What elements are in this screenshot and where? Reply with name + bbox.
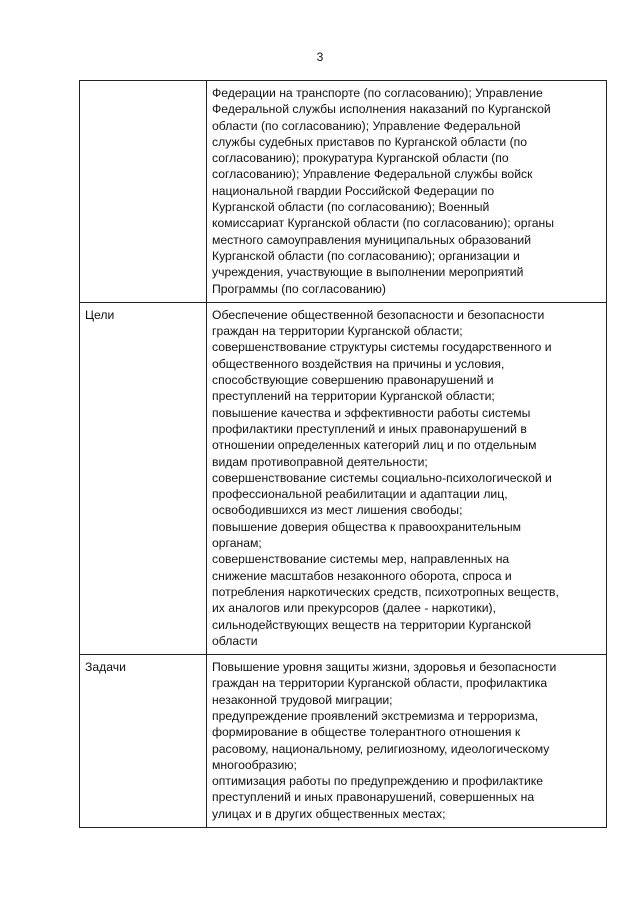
text-line: Федерации на транспорте (по согласованию); Управление: [212, 86, 543, 100]
text-line: незаконной трудовой миграции;: [212, 692, 393, 707]
text-line: отношении определенных категорий лиц и по отдельным: [212, 438, 537, 453]
row-label-cell: Задачи: [80, 655, 207, 828]
text-line: Повышение уровня защиты жизни, здоровья и безопасности: [212, 660, 557, 675]
text-line: преступлений на территории Курганской области;: [212, 389, 495, 404]
text-line: преступлений и иных правонарушений, совершенных на: [212, 790, 535, 805]
text-line: профессиональной реабилитации и адаптации лиц,: [212, 487, 508, 502]
text-line: совершенствование структуры системы государственного и: [212, 340, 552, 355]
text-line: комиссариат Курганской области (по согласованию); органы: [212, 216, 555, 231]
text-line: многообразию;: [212, 757, 297, 772]
table-row: [80, 302, 607, 654]
program-passport-table: [79, 80, 607, 828]
text-line: совершенствование системы мер, направленных на: [212, 552, 510, 567]
text-line: освободившихся из мест лишения свободы;: [212, 503, 463, 518]
text-line: Курганской области (по согласованию); организации и: [212, 248, 520, 263]
text-line: снижение масштабов незаконного оборота, спроса и: [212, 568, 512, 583]
table-row: [80, 81, 607, 303]
text-line: способствующие совершению правонарушений и: [212, 373, 494, 388]
text-line: повышение качества и эффективности работы системы: [212, 405, 531, 420]
text-line: национальной гвардии Российской Федерации по: [212, 183, 495, 198]
text-line: службы судебных приставов по Курганской области (по: [212, 134, 528, 149]
table-row: [80, 655, 607, 828]
text-line: Федеральной службы исполнения наказаний по Курганской: [212, 102, 551, 117]
text-line: профилактики преступлений и иных правонарушений в: [212, 421, 527, 436]
text-line: области (по согласованию); Управление Федеральной: [212, 118, 521, 133]
text-line: сильнодействующих веществ на территории Курганской: [212, 617, 532, 632]
row-content-cell: [207, 302, 607, 654]
text-line: граждан на территории Курганской области, профилактика: [212, 676, 548, 691]
text-line: Программы (по согласованию): [212, 281, 386, 296]
page-number: 3: [316, 50, 324, 64]
text-line: граждан на территории Курганской области;: [212, 324, 463, 339]
row-label-cell: Цели: [80, 302, 207, 654]
text-line: учреждения, участвующие в выполнении мероприятий: [212, 265, 524, 280]
row-label-cell: [80, 81, 207, 303]
text-line: их аналогов или прекурсоров (далее - наркотики),: [212, 601, 497, 616]
text-line: области: [212, 633, 258, 648]
text-line: предупреждение проявлений экстремизма и терроризма,: [212, 708, 539, 723]
text-line: формирование в обществе толерантного отношения к: [212, 725, 521, 740]
text-line: Курганской области (по согласованию); Военный: [212, 200, 490, 215]
text-line: повышение доверия общества к правоохранительным: [212, 519, 522, 534]
text-line: органам;: [212, 536, 262, 551]
text-line: улицах и в других общественных местах;: [212, 806, 446, 821]
text-line: совершенствование системы социально-психологической и: [212, 470, 552, 485]
text-line: оптимизация работы по предупреждению и профилактике: [212, 774, 544, 789]
row-content-cell: [207, 81, 607, 303]
text-line: потребления наркотических средств, психотропных веществ,: [212, 584, 559, 599]
text-line: общественного воздействия на причины и условия,: [212, 356, 505, 371]
text-line: местного самоуправления муниципальных образований: [212, 232, 532, 247]
text-line: Обеспечение общественной безопасности и безопасности: [212, 307, 545, 322]
text-line: согласованию); Управление Федеральной службы войск: [212, 167, 533, 182]
text-line: видам противоправной деятельности;: [212, 454, 428, 469]
row-content-cell: [207, 655, 607, 828]
text-line: согласованию); прокуратура Курганской области (по: [212, 151, 509, 166]
text-line: расовому, национальному, религиозному, идеологическому: [212, 741, 550, 756]
